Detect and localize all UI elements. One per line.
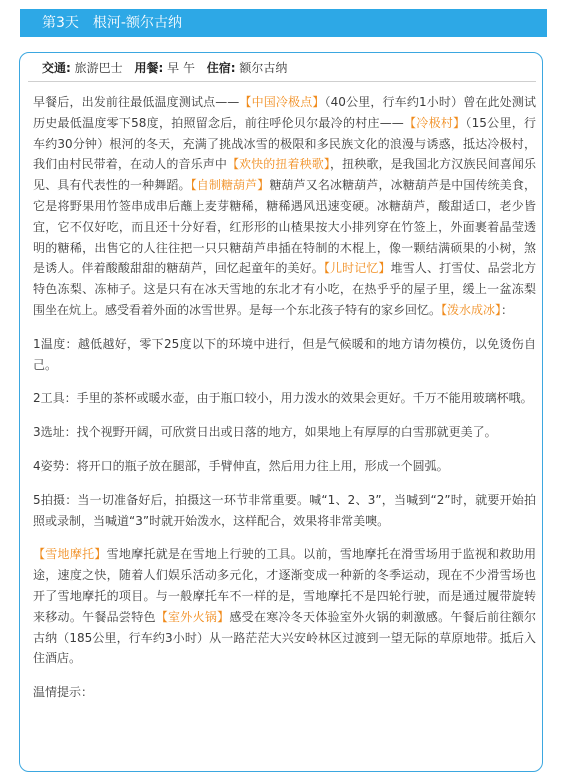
closing-text: 雪地摩托就是在雪地上行驶的工具。以前，雪地摩托在滑雪场用于监视和救助用途，速度之快，随着人们娱乐活动多元化，才逐渐变成一种新的冬季运动，现在不少滑雪场也开了雪地摩托的项目。与一般摩托车不一样的是，雪地摩托不是四轮行驶，而是通过履带旋转来移动。午餐品尝特色	[33, 547, 536, 624]
divider	[28, 81, 536, 82]
intro-text: （40公里，行车约1小时）曾在此处测试历史最低温度零下58度，拍照留念后，前往呼伦贝尔最冷的村庄——	[33, 95, 536, 130]
highlight-childhood: 【儿时记忆】	[323, 261, 391, 276]
highlight-hotpot: 【室外火锅】	[155, 609, 230, 624]
tip-tools: 2工具：手里的茶杯或暖水壶，由于瓶口较小，用力泼水的效果会更好。千万不能用玻璃杯哦。	[33, 391, 533, 406]
intro-text: 早餐后，出发前往最低温度测试点——	[33, 95, 240, 109]
trip-meta	[42, 59, 287, 77]
transport-value: 旅游巴士	[74, 61, 123, 75]
highlight-cold-village: 【冷极村】	[403, 115, 466, 130]
lodging-value: 额尔古纳	[239, 61, 288, 75]
day-title: 第3天 根河-额尔古纳	[42, 15, 182, 31]
meals-value: 早 午	[167, 61, 195, 75]
tip-temperature: 1温度：越低越好，零下25度以下的环境中进行，但是气候暖和的地方请勿模仿，以免烫伤自己。	[33, 336, 536, 372]
day-header	[20, 9, 547, 37]
highlight-snowmobile: 【雪地摩托】	[33, 547, 107, 562]
closing-text: 感受在寒冷冬天体验室外火锅的刺激感。午餐后前往额尔古纳（185公里，行车约3小时）从一路茫茫大兴安岭林区过渡到一望无际的草原地带。抵后入住酒店。	[33, 609, 536, 666]
highlight-yangko: 【欢快的扭着秧歌】	[226, 157, 331, 172]
tip-shooting: 5拍摄：当一切准备好后，拍摄这一环节非常重要。喊“1、2、3”，当喊到“2”时，就要开始拍照或录制，当喊道“3”时就开始泼水，这样配合，效果将非常美噢。	[33, 492, 536, 528]
highlight-cold-pole: 【中国冷极点】	[239, 95, 325, 109]
intro-text: ，扭秧歌，是我国北方汉族民间喜闻乐见、具有代表性的一种舞蹈。	[33, 157, 536, 193]
intro-text: （15公里，行车约30分钟）根河的冬天，充满了挑战冰雪的极限和多民族文化的浪漫与诱惑，抵达冷极村，我们由村民带着，在动人的音乐声中	[33, 115, 536, 172]
transport-label: 交通:	[42, 61, 71, 75]
highlight-tanghulu: 【自制糖葫芦】	[190, 178, 270, 193]
tip-location: 3选址：找个视野开阔，可欣赏日出或日落的地方，如果地上有厚厚的白雪那就更美了。	[33, 425, 497, 440]
meals-label: 用餐:	[134, 61, 164, 75]
intro-text: 堆雪人、打雪仗、品尝北方特色冻梨、冻柿子。这是只有在冰天雪地的东北才有小吃，在热乎乎的屋子里，缓上一盆冻梨围坐在炕上。感受看着外面的冰雪世界。是每一个东北孩子特有的家乡回忆。	[33, 261, 536, 317]
itinerary-content	[33, 92, 536, 716]
closing-paragraph	[33, 544, 536, 669]
intro-text: ：	[501, 302, 514, 317]
lodging-label: 住宿:	[206, 61, 236, 75]
highlight-water-ice: 【泼水成冰】	[441, 302, 502, 317]
intro-paragraph	[33, 92, 536, 321]
intro-text: 糖葫芦又名冰糖葫芦，冰糖葫芦是中国传统美食，它是将野果用竹签串成串后蘸上麦芽糖稀，糖稀遇风迅速变硬。冰糖葫芦，酸甜适口，老少皆宜，它不仅好吃，而且还十分好看，红形形的山楂果按大小排列穿在竹签上，外面裹着晶莹透明的糖稀，出售它的人往往把一只只糖葫芦串插在特制的木棍上，像一颗结满硕果的小树，煞是诱人。伴着酸酸甜甜的糖葫芦，回忆起童年的美好。	[33, 178, 536, 276]
reminder-label: 温情提示：	[33, 685, 94, 700]
tip-posture: 4姿势：将开口的瓶子放在腿部，手臂伸直，然后用力往上用，形成一个圆弧。	[33, 458, 449, 473]
